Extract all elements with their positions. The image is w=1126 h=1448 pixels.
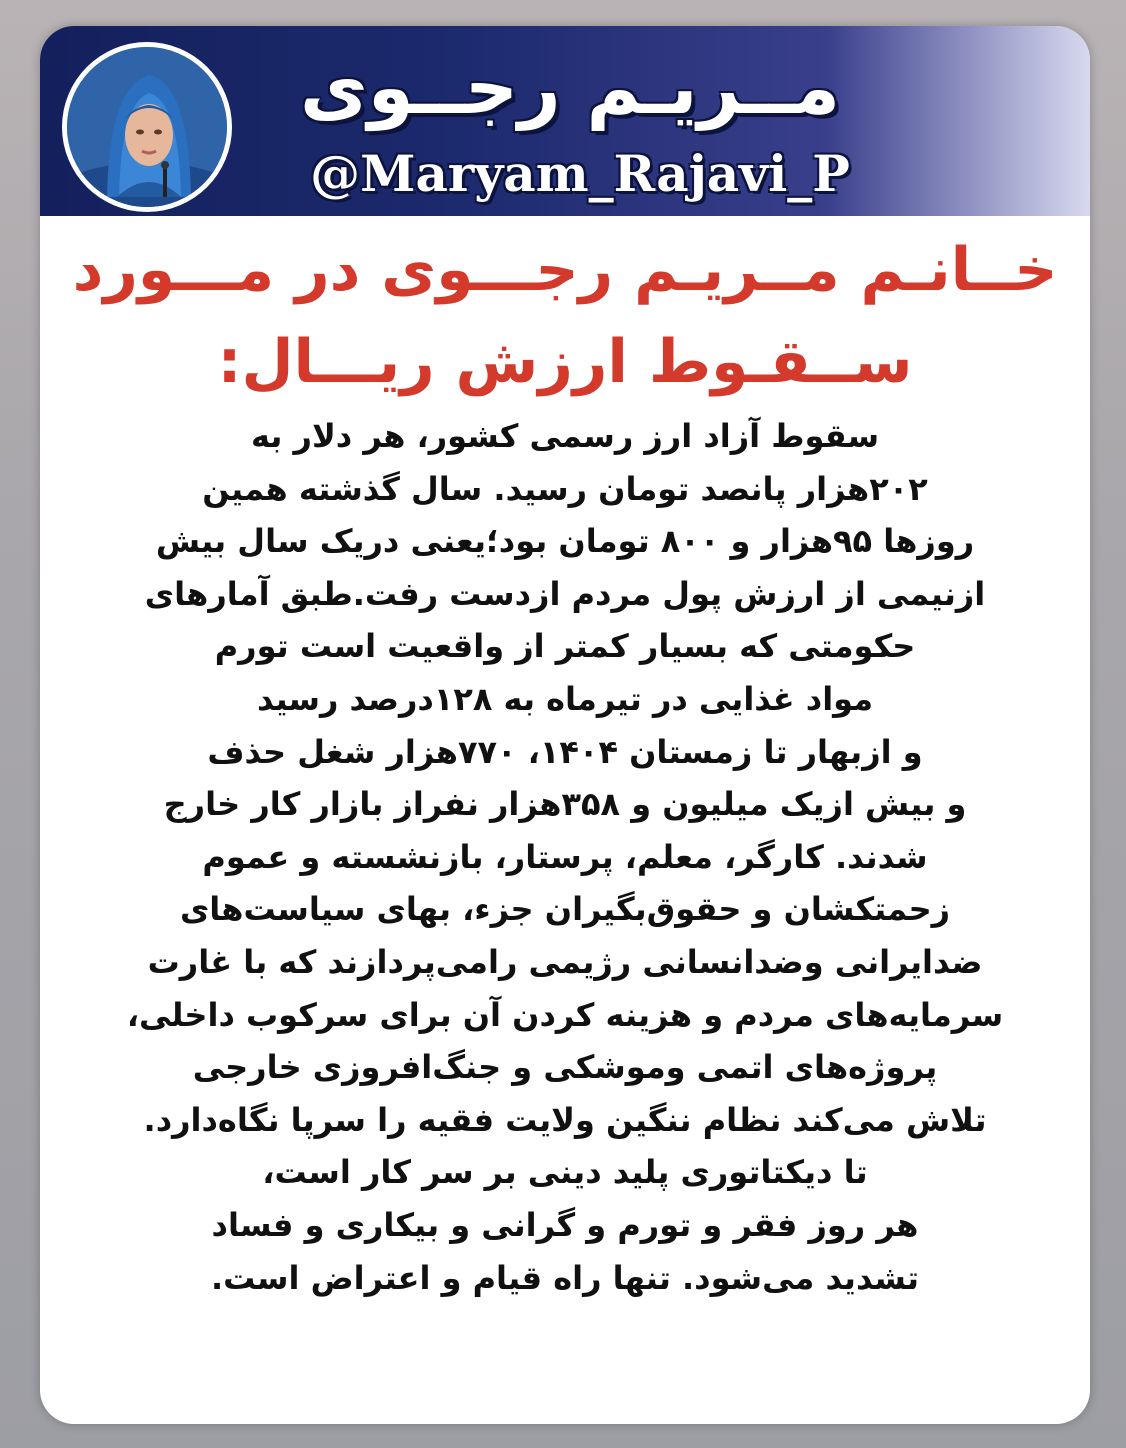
body-line: سقوط آزاد ارز رسمی کشور، هر دلار به (250, 417, 880, 455)
body-line: روزها ۹۵هزار و ۸۰۰ تومان بود؛یعنی دریک سال بیش (155, 522, 975, 561)
profile-handle: @Maryam_Rajavi_P (310, 144, 850, 203)
post-card (40, 26, 1090, 1424)
body-line: تلاش می‌کند نظام ننگین ولایت فقیه را سرپا نگاه‌دارد. (143, 1100, 987, 1139)
headline-line-1: خــانـم مــریـم رجـــوی در مـــورد (72, 235, 1058, 305)
body-line: ازنیمی از ارزش پول مردم ازدست رفت.طبق آمارهای (144, 574, 986, 613)
statement-body (60, 410, 1070, 1304)
body-line: و بیش ازیک میلیون و ۳۵۸هزار نفراز بازار کار خارج (163, 785, 967, 824)
avatar (62, 42, 232, 212)
avatar-portrait (67, 47, 227, 207)
body-line: تشدید می‌شود. تنها راه قیام و اعتراض است. (211, 1258, 919, 1297)
body-line: شدند. کارگر، معلم، پرستار، بازنشسته و عموم (202, 837, 928, 876)
portrait-image (67, 47, 227, 207)
body-line: هر روز فقر و تورم و گرانی و بیکاری و فساد (211, 1205, 919, 1244)
headline-line-2: ســقـوط ارزش ریـــال: (217, 327, 913, 397)
body-line: سرمایه‌های مردم و هزینه کردن آن برای سرکوب داخلی، (126, 995, 1004, 1034)
body-line: و ازبهار تا زمستان ۱۴۰۴، ۷۷۰هزار شغل حذف (207, 732, 923, 771)
body-line: زحمتکشان و حقوق‌بگیران جزء، بهای سیاست‌های (179, 890, 951, 929)
headline (60, 224, 1070, 408)
body-line: پروژه‌های اتمی وموشکی و جنگ‌افروزی خارجی (192, 1048, 938, 1087)
body-line: مواد غذایی در تیرماه به ۱۲۸درصد رسید (256, 679, 874, 718)
body-line: ضدایرانی وضدانسانی رژیمی رامی‌پردازند که با غارت (147, 942, 983, 981)
profile-name: مــریـم رجــوی (299, 45, 841, 131)
profile-header (40, 26, 1090, 216)
body-line: حکومتی که بسیار کمتر از واقعیت است تورم (214, 627, 916, 666)
body-line: ۲۰۲هزار پانصد تومان رسید. سال گذشته همین (202, 469, 928, 508)
body-line: تا دیکتاتوری پلید دینی بر سر کار است، (262, 1153, 868, 1192)
